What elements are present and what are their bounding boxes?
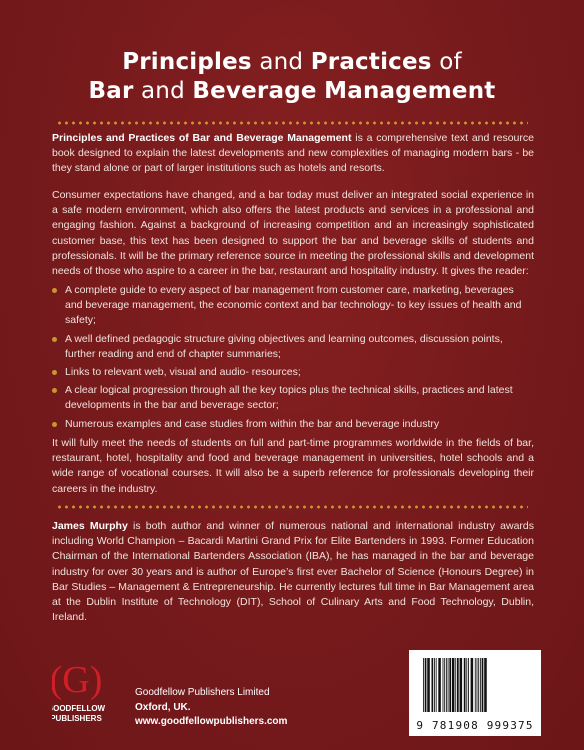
- barcode-bar: [480, 658, 481, 712]
- barcode-bar: [436, 658, 437, 712]
- title-word: Principles: [122, 49, 252, 75]
- isbn-number: 9 781908 999375: [416, 719, 534, 732]
- barcode-bar: [466, 658, 467, 712]
- barcode-bar: [434, 658, 435, 712]
- bullet-dot-icon: [52, 337, 57, 342]
- title-word: and: [141, 78, 185, 104]
- barcode-icon: [409, 650, 541, 720]
- title-word: Practices: [310, 49, 432, 75]
- barcode-bar: [477, 658, 478, 712]
- barcode-bar: [455, 658, 456, 712]
- list-item: [52, 417, 534, 432]
- barcode-bar: [457, 658, 459, 712]
- bullet-text: A clear logical progression through all the key topics plus the technical skills, practices and latest developments in the bar and beverage sector;: [65, 384, 513, 412]
- barcode-bar: [475, 658, 476, 712]
- barcode-bar: [464, 658, 466, 712]
- bullet-dot-icon: [52, 388, 57, 393]
- barcode-bar: [443, 658, 444, 712]
- barcode-bar: [427, 658, 430, 712]
- intro-book-title: Principles and Practices of Bar and Beverage Management: [52, 132, 352, 144]
- author-name: James Murphy: [52, 520, 128, 532]
- barcode-bar: [444, 658, 445, 712]
- title-word: Beverage: [192, 78, 317, 104]
- title-word: and: [259, 49, 304, 75]
- barcode-bar: [482, 658, 484, 712]
- goodfellow-logo-icon: [52, 652, 132, 732]
- title-word: Bar: [88, 78, 134, 104]
- publisher-name: Goodfellow Publishers Limited: [135, 687, 270, 698]
- logo-letter: (G): [52, 659, 103, 701]
- bullet-dot-icon: [52, 288, 57, 293]
- logo-name-line2: PUBLISHERS: [52, 714, 102, 723]
- audience-paragraph: It will fully meet the needs of students on full and part-time programmes worldwide in the fields of bar, restaurant, hotel, hospitality and food and beverage management in universities, hotel schools and a wide range of vocational courses. It will also be a superb reference for professionals developing their careers in the industry.: [52, 437, 534, 495]
- title-line-2: [0, 77, 584, 106]
- title-word: Management: [324, 78, 496, 104]
- barcode-bar: [484, 658, 487, 712]
- barcode-bar: [448, 658, 449, 712]
- author-bio: [52, 519, 534, 625]
- consumer-paragraph: Consumer expectations have changed, and a bar today must deliver an integrated social experience in a safe modern environment, which also offers the latest products and services in a professional and engaging fashion. Against a background of increasing competition and an increasingly sophisticated customer base, this text has been designed to support the bar and beverage skills of students and professionals. It will be the primary reference source in meeting the professional skills and development needs of those who aspire to a career in the bar, restaurant and hospitality industry. It gives the reader:: [52, 189, 534, 278]
- barcode-bar: [432, 658, 434, 712]
- title-line-1: [0, 48, 584, 77]
- intro-paragraph: [52, 131, 534, 177]
- bullet-text: A well defined pedagogic structure giving objectives and learning outcomes, discussion points, further reading and end of chapter summaries;: [65, 332, 503, 360]
- bullet-text: A complete guide to every aspect of bar management from customer care, marketing, beverages and beverage management, the economic context and bar technology- to key issues of health and safety;: [65, 284, 522, 327]
- reader-benefits: [52, 283, 534, 435]
- dotted-divider-bottom: [56, 505, 528, 509]
- list-item: [52, 332, 534, 362]
- bullet-dot-icon: [52, 370, 57, 375]
- barcode-bar: [478, 658, 479, 712]
- isbn-barcode: [409, 650, 541, 736]
- list-item: [52, 365, 534, 380]
- barcode-bar: [423, 658, 424, 712]
- barcode-bar: [468, 658, 469, 712]
- barcode-bar: [438, 658, 441, 712]
- barcode-bar: [460, 658, 463, 712]
- title-word: of: [439, 49, 462, 75]
- bullet-text: Links to relevant web, visual and audio- resources;: [65, 366, 301, 379]
- logo-name-line1: GOODFELLOW: [52, 704, 106, 713]
- list-item: [52, 383, 534, 413]
- barcode-bar: [425, 658, 427, 712]
- barcode-bar: [452, 658, 455, 712]
- bullet-list: [52, 283, 534, 432]
- intro-text: is a comprehensive text and resource book designed to explain the latest developments and new complexities of managing modern bars - be they stand alone or part of larger institutions such as hotels and resorts.: [52, 132, 534, 175]
- dotted-divider-top: [56, 121, 528, 125]
- book-title: [0, 48, 584, 106]
- bullet-dot-icon: [52, 422, 57, 427]
- author-bio-text: is both author and winner of numerous national and international industry awards including World Champion – Bacardi Martini Grand Prix for Elite Bartenders in 1993. Former Education Chairman of the International Bartenders Association (IBA), he has managed in the bar and beverage industry for over 30 years and is author of Europe’s first ever Bachelor of Science (Honours Degree) in Bar Studies – Management & Entrepreneurship. He currently lectures full time in Bar Management area at the Dublin Institute of Technology (DIT), School of Culinary Arts and Food Technology, Dublin, Ireland.: [52, 520, 534, 624]
- list-item: [52, 283, 534, 329]
- publisher-website: www.goodfellowpublishers.com: [135, 716, 288, 727]
- barcode-bar: [471, 658, 474, 712]
- publisher-info: [135, 686, 287, 730]
- bullet-text: Numerous examples and case studies from within the bar and beverage industry: [65, 417, 440, 430]
- publisher-logo: [52, 652, 132, 732]
- barcode-bar: [446, 658, 447, 712]
- publisher-location: Oxford, UK.: [135, 701, 191, 713]
- barcode-bar: [449, 658, 451, 712]
